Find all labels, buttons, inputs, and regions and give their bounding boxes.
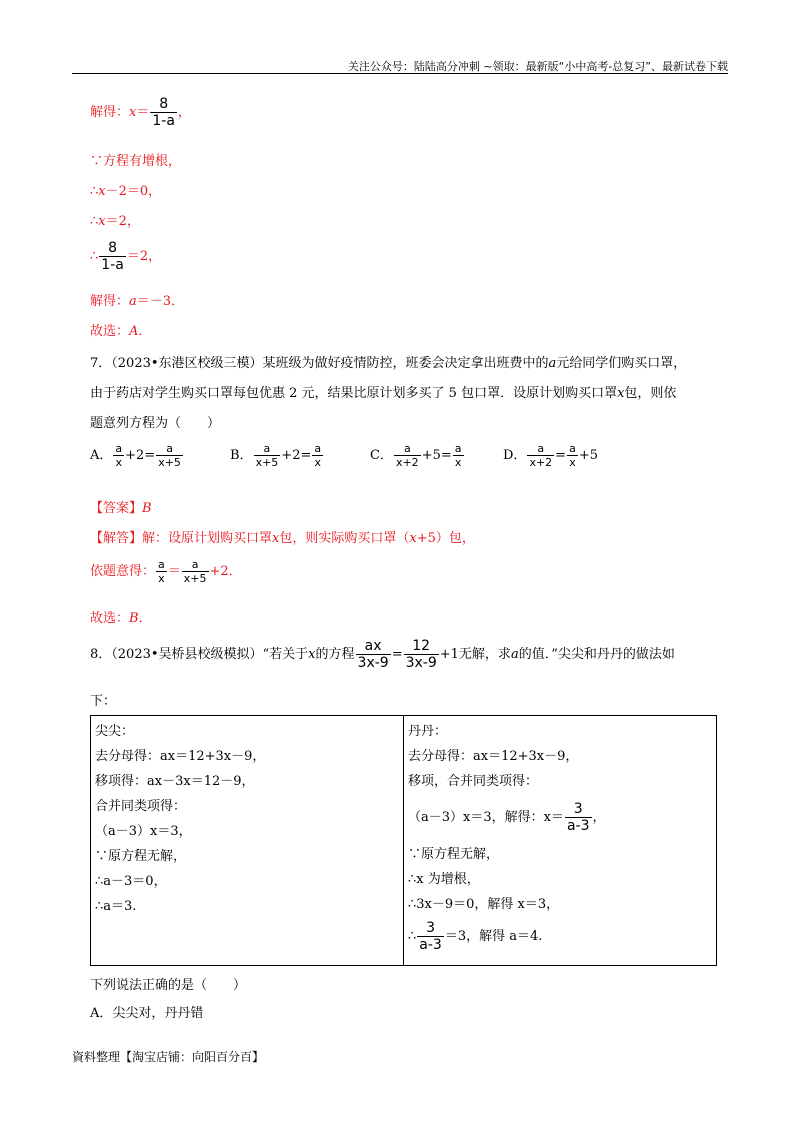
- jianjian-step-1: 去分母得：ax＝12+3x－9，: [95, 749, 266, 764]
- option-fraction: $\frac{a}{x}$: [314, 442, 322, 469]
- q8-stem-line-1: 8．（2023•吴桥县校级模拟）“若关于x的方程 $\frac{ax}{3x-9}$ = $\frac{12}{3x-9}$ +1无解，求a的值．”尖尖和丹丹的做法如: [90, 638, 675, 671]
- option-fraction: $\frac{a}{x}$: [454, 442, 462, 469]
- jianjian-name: 尖尖：: [95, 724, 135, 739]
- dandan-step-5: ∴x 为增根，: [408, 872, 480, 887]
- fraction-a-over-x: $\frac{a}{x}$: [158, 558, 165, 585]
- jianjian-step-2: 移项得：ax－3x＝12－9，: [95, 774, 255, 789]
- dandan-step-2: 移项，合并同类项得：: [408, 774, 539, 789]
- header-rule: [72, 73, 728, 74]
- solution-line-5: ∴ $\frac{8}{1-a}$ ＝2，: [90, 240, 162, 273]
- page-footer: 資料整理【淘宝店铺：向阳百分百】: [72, 1050, 265, 1064]
- fraction-8-over-1-a: $\frac{8}{1-a}$: [101, 240, 124, 273]
- fraction-3-over-a-3: $\frac{3}{a-3}$: [566, 801, 590, 834]
- equals-sign: ＝: [136, 105, 150, 120]
- q7-stem-line-3: 题意列方程为（ ）: [90, 416, 221, 431]
- fraction-12-over-3x-9: $\frac{12}{3x-9}$: [405, 638, 437, 671]
- solution-line-6: 解得：a＝－3．: [90, 294, 185, 309]
- jianjian-step-7: ∴a＝3.: [95, 899, 137, 914]
- q8-prompt: 下列说法正确的是（ ）: [90, 978, 247, 993]
- solve-prefix: 解得：: [90, 105, 130, 120]
- jianjian-step-5: ∵原方程无解，: [95, 849, 187, 864]
- option-fraction: $\frac{a}{x}$: [115, 442, 123, 469]
- option-fraction: $\frac{a}{x+5}$: [255, 442, 279, 469]
- dandan-step-1: 去分母得：ax＝12+3x－9，: [408, 749, 579, 764]
- solution-line-1: 解得：x＝ $\frac{8}{1-a}$ ，: [90, 96, 191, 129]
- solution-line-3: ∴x－2＝0，: [90, 184, 162, 199]
- q7-option-c[interactable]: C． $\frac{a}{x+2}$ +5= $\frac{a}{x}$: [370, 442, 462, 469]
- q7-option-d[interactable]: D． $\frac{a}{x+2}$ = $\frac{a}{x}$ +5: [503, 442, 598, 469]
- q7-stem-line-1: 7．（2023•东港区校级三模）某班级为做好疫情防控，班委会决定拿出班费中的a元给同学们购买口罩，: [90, 356, 687, 371]
- comparison-table: [90, 715, 717, 966]
- q7-stem-line-2: 由于药店对学生购买口罩每包优惠 2 元，结果比原计划多买了 5 包口罩．设原计划购买口罩x包，则依: [90, 386, 677, 401]
- fraction-a-over-x-plus-5: $\frac{a}{x+5}$: [183, 558, 207, 585]
- dandan-step-3: （a－3）x＝3，解得：x＝ $\frac{3}{a-3}$ ，: [408, 801, 606, 834]
- fraction-ax-over-3x-9: $\frac{ax}{3x-9}$: [357, 638, 389, 671]
- dandan-column: [404, 716, 717, 966]
- q8-stem-line-2: 下：: [90, 694, 117, 709]
- dandan-step-4: ∵原方程无解，: [408, 847, 500, 862]
- q7-option-b[interactable]: B． $\frac{a}{x+5}$ +2= $\frac{a}{x}$: [230, 442, 322, 469]
- jianjian-step-3: 合并同类项得：: [95, 799, 187, 814]
- jianjian-column: [91, 716, 404, 966]
- jianjian-step-4: （a－3）x＝3，: [95, 824, 192, 839]
- var-x: x: [129, 105, 137, 120]
- solution-line-7: 故选：A．: [90, 324, 152, 339]
- option-fraction: $\frac{a}{x+2}$: [395, 442, 419, 469]
- q7-option-a[interactable]: A． $\frac{a}{x}$ +2= $\frac{a}{x+5}$: [90, 442, 181, 469]
- solution-line-4: ∴x＝2，: [90, 214, 140, 229]
- jianjian-step-6: ∴a－3＝0，: [95, 874, 167, 889]
- q8-option-a[interactable]: A．尖尖对，丹丹错: [90, 1006, 204, 1021]
- option-fraction: $\frac{a}{x+2}$: [529, 442, 553, 469]
- option-fraction: $\frac{a}{x+5}$: [158, 442, 181, 469]
- dandan-step-7: ∴ $\frac{3}{a-3}$ ＝3，解得 a＝4.: [408, 920, 543, 953]
- q7-solution-line-1: 【解答】解：设原计划购买口罩x包，则实际购买口罩（x+5）包，: [90, 531, 475, 546]
- dandan-step-6: ∴3x－9＝0，解得 x＝3，: [408, 897, 560, 912]
- dandan-name: 丹丹：: [408, 724, 448, 739]
- fraction-8-over-1-a: $\frac{8}{1-a}$: [152, 96, 175, 129]
- q7-choose: 故选：B．: [90, 611, 152, 626]
- solution-line-2: ∵方程有增根，: [90, 154, 182, 169]
- q7-solution-equation: 依题意得： $\frac{a}{x}$ ＝ $\frac{a}{x+5}$ +2．: [90, 558, 242, 585]
- fraction-3-over-a-3: $\frac{3}{a-3}$: [419, 920, 442, 953]
- option-fraction: $\frac{a}{x}$: [569, 442, 576, 469]
- q7-answer: 【答案】B: [90, 501, 152, 516]
- page-header: 关注公众号：陆陆高分冲刺 ~领取：最新版“小中高考-总复习”、最新试卷下载: [347, 60, 728, 73]
